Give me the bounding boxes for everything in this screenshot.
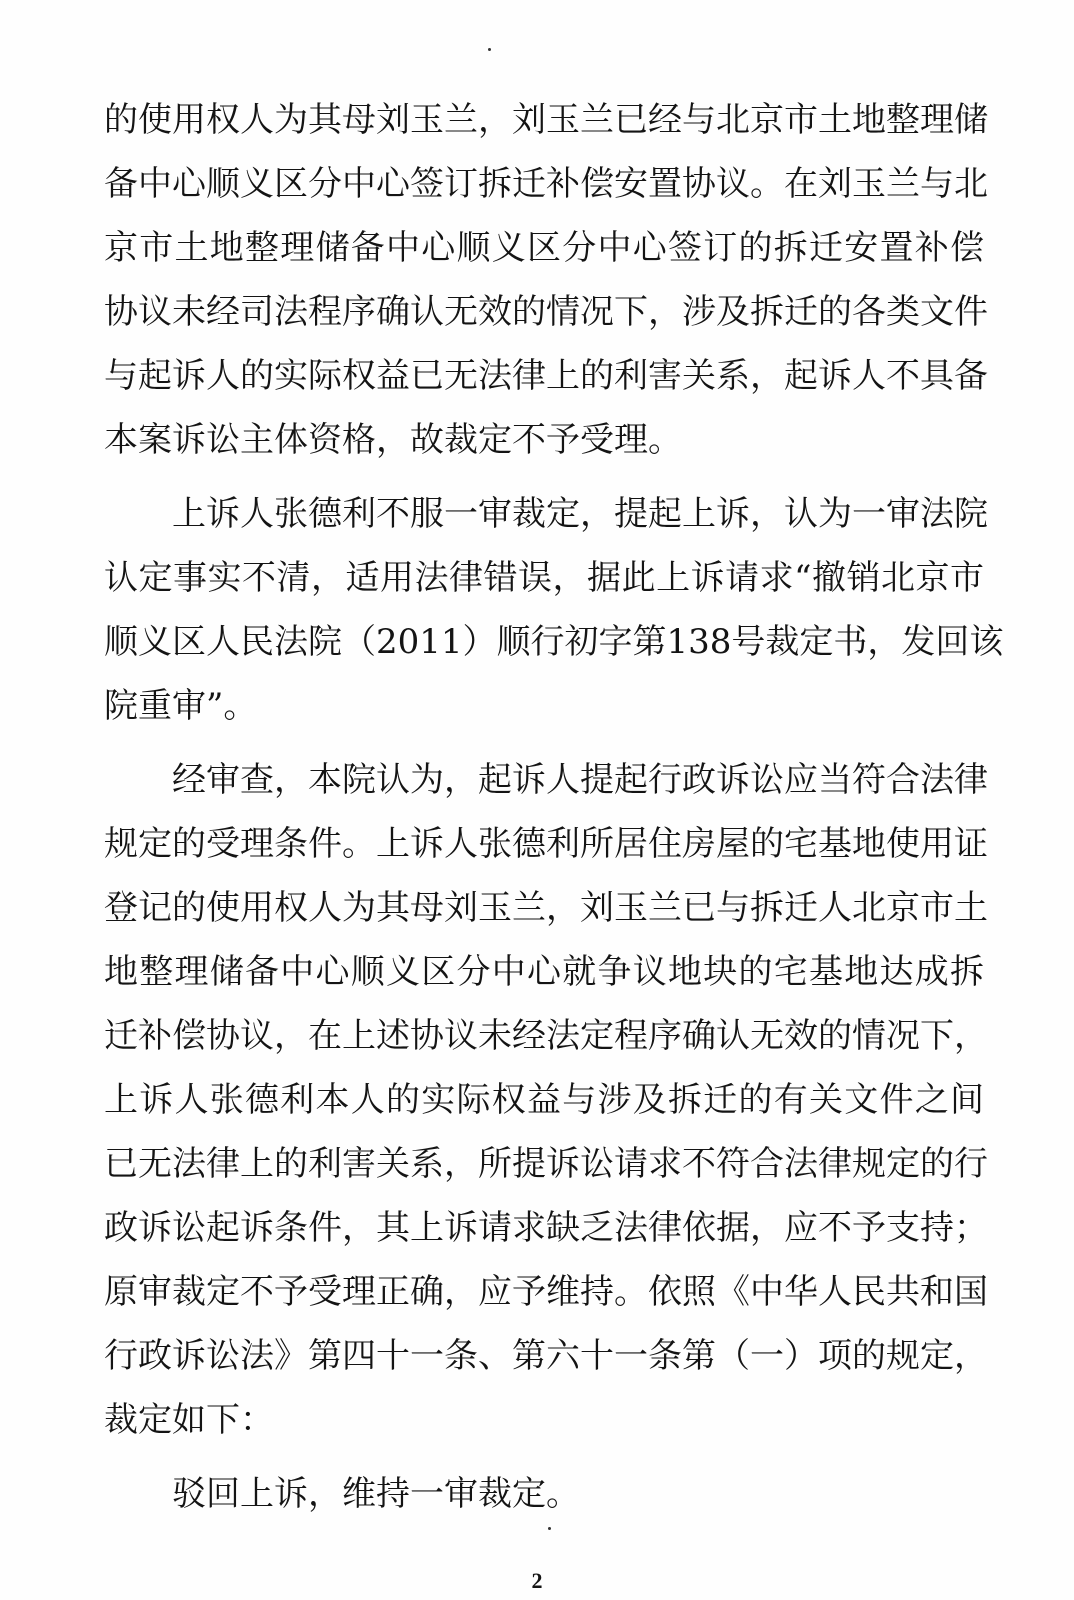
text-line: 裁定如下： [104, 1400, 274, 1440]
text-line: 原审裁定不予受理正确，应予维持。依照《中华人民共和国 [104, 1272, 988, 1312]
paragraph-2 [104, 482, 1004, 738]
paragraph-1 [104, 88, 988, 472]
text-line: 迁补偿协议，在上述协议未经法定程序确认无效的情况下， [104, 1016, 988, 1056]
page-number: 2 [531, 1568, 543, 1593]
text-line: 与起诉人的实际权益已无法律上的利害关系，起诉人不具备 [104, 356, 988, 396]
paragraph-ruling [104, 1462, 984, 1526]
text-line: 政诉讼起诉条件，其上诉请求缺乏法律依据，应不予支持； [104, 1208, 988, 1248]
text-line: 经审查，本院认为，起诉人提起行政诉讼应当符合法律 [172, 760, 988, 800]
scan-speck [488, 48, 491, 51]
text-line: 认定事实不清，适用法律错误，据此上诉请求“撤销北京市 [104, 558, 984, 598]
text-line: 备中心顺义区分中心签订拆迁补偿安置协议。在刘玉兰与北 [104, 164, 988, 204]
text-line: 已无法律上的利害关系，所提诉讼请求不符合法律规定的行 [104, 1144, 988, 1184]
text-line: 地整理储备中心顺义区分中心就争议地块的宅基地达成拆 [104, 952, 984, 992]
text-line: 协议未经司法程序确认无效的情况下，涉及拆迁的各类文件 [104, 292, 988, 332]
text-line: 规定的受理条件。上诉人张德利所居住房屋的宅基地使用证 [104, 824, 988, 864]
document-body [104, 88, 1004, 1526]
text-line: 上诉人张德利不服一审裁定，提起上诉，认为一审法院 [172, 494, 988, 534]
scan-speck [548, 1527, 551, 1530]
text-line: 京市土地整理储备中心顺义区分中心签订的拆迁安置补偿 [104, 228, 984, 268]
text-line: 本案诉讼主体资格，故裁定不予受理。 [104, 420, 682, 460]
text-line: 行政诉讼法》第四十一条、第六十一条第（一）项的规定， [104, 1336, 988, 1376]
text-line: 顺义区人民法院（2011）顺行初字第138号裁定书，发回该 [104, 622, 1004, 662]
text-line: 登记的使用权人为其母刘玉兰，刘玉兰已与拆迁人北京市土 [104, 888, 988, 928]
text-line: 院重审”。 [104, 686, 258, 726]
paragraph-3 [104, 748, 988, 1452]
text-line: 上诉人张德利本人的实际权益与涉及拆迁的有关文件之间 [104, 1080, 984, 1120]
text-line: 驳回上诉，维持一审裁定。 [172, 1474, 580, 1514]
text-line: 的使用权人为其母刘玉兰，刘玉兰已经与北京市土地整理储 [104, 100, 988, 140]
